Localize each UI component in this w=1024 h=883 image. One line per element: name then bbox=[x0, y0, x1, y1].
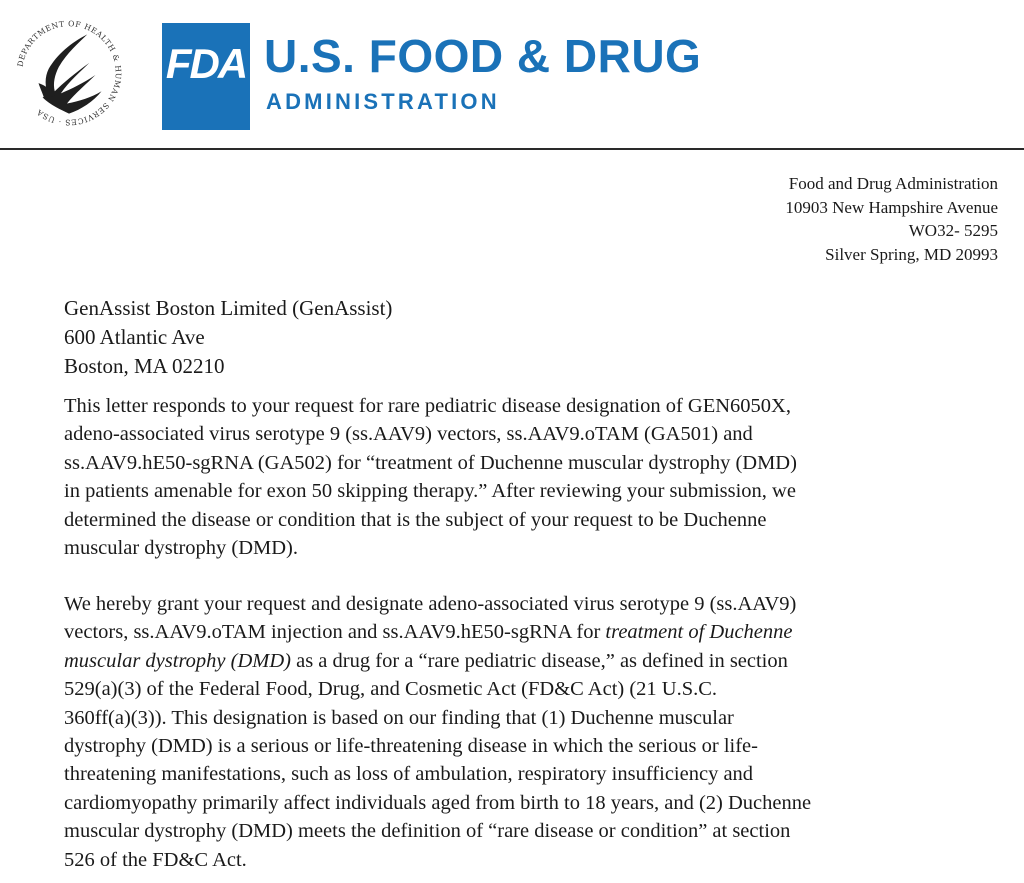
return-address-line: Food and Drug Administration bbox=[788, 174, 998, 193]
paragraph-line bbox=[64, 618, 964, 646]
fda-logo bbox=[162, 23, 250, 130]
recipient-line: GenAssist Boston Limited (GenAssist) bbox=[64, 296, 393, 320]
recipient-line: 600 Atlantic Ave bbox=[64, 325, 205, 349]
paragraph-designation-grant bbox=[64, 590, 964, 874]
return-address-line: Silver Spring, MD 20993 bbox=[825, 244, 998, 264]
letterhead bbox=[0, 0, 1024, 150]
return-address-line: WO32- 5295 bbox=[908, 221, 998, 240]
paragraph-line: 526 of the FD&C Act. bbox=[64, 848, 247, 871]
text-run: vectors, ss.AAV9.oTAM injection and ss.AAV9.hE50-sgRNA for bbox=[64, 621, 606, 644]
text-run: as a drug for a “rare pediatric disease,” as defined in section bbox=[290, 649, 788, 672]
italic-text-run: treatment of Duchenne bbox=[605, 621, 793, 644]
paragraph-line: muscular dystrophy (DMD) meets the definition of “rare disease or condition” at section bbox=[64, 820, 791, 843]
paragraph-line: 360ff(a)(3)). This designation is based on our finding that (1) Duchenne muscular bbox=[64, 706, 734, 729]
paragraph-line: threatening manifestations, such as loss of ambulation, respiratory insufficiency and bbox=[64, 763, 754, 786]
paragraph-line: ss.AAV9.hE50-sgRNA (GA502) for “treatment of Duchenne muscular dystrophy (DMD) bbox=[64, 451, 797, 474]
paragraph-line: adeno-associated virus serotype 9 (ss.AAV9) vectors, ss.AAV9.oTAM (GA501) and bbox=[64, 423, 753, 446]
paragraph-line bbox=[64, 647, 964, 675]
paragraph-line: This letter responds to your request for rare pediatric disease designation of GEN6050X, bbox=[64, 395, 791, 417]
paragraph-line: 529(a)(3) of the Federal Food, Drug, and Cosmetic Act (FD&C Act) (21 U.S.C. bbox=[64, 678, 718, 701]
paragraph-request-response bbox=[64, 392, 964, 562]
return-address bbox=[785, 172, 998, 266]
seal-text: DEPARTMENT OF HEALTH & HUMAN SERVICES · USA bbox=[15, 19, 123, 127]
agency-name: U.S. FOOD & DRUG bbox=[264, 30, 702, 82]
paragraph-line: in patients amenable for exon 50 skipping therapy.” After reviewing your submission, we bbox=[64, 480, 796, 503]
paragraph-line: cardiomyopathy primarily affect individuals aged from birth to 18 years, and (2) Duchenne bbox=[64, 791, 812, 814]
italic-text-run: muscular dystrophy (DMD) bbox=[64, 649, 291, 672]
agency-subtitle: ADMINISTRATION bbox=[266, 89, 500, 114]
recipient-line: Boston, MA 02210 bbox=[64, 354, 225, 378]
paragraph-line: determined the disease or condition that is the subject of your request to be Duchenne bbox=[64, 508, 767, 531]
paragraph-line: dystrophy (DMD) is a serious or life-threatening disease in which the serious or life- bbox=[64, 735, 758, 758]
recipient-address bbox=[64, 294, 392, 381]
fda-logo-text: FDA bbox=[165, 39, 247, 87]
paragraph-line: muscular dystrophy (DMD). bbox=[64, 537, 299, 560]
return-address-line: 10903 New Hampshire Avenue bbox=[785, 197, 998, 217]
paragraph-line: We hereby grant your request and designate adeno-associated virus serotype 9 (ss.AAV9) bbox=[64, 593, 797, 615]
header-divider bbox=[0, 148, 1024, 150]
hhs-eagle-seal-icon bbox=[8, 12, 130, 134]
